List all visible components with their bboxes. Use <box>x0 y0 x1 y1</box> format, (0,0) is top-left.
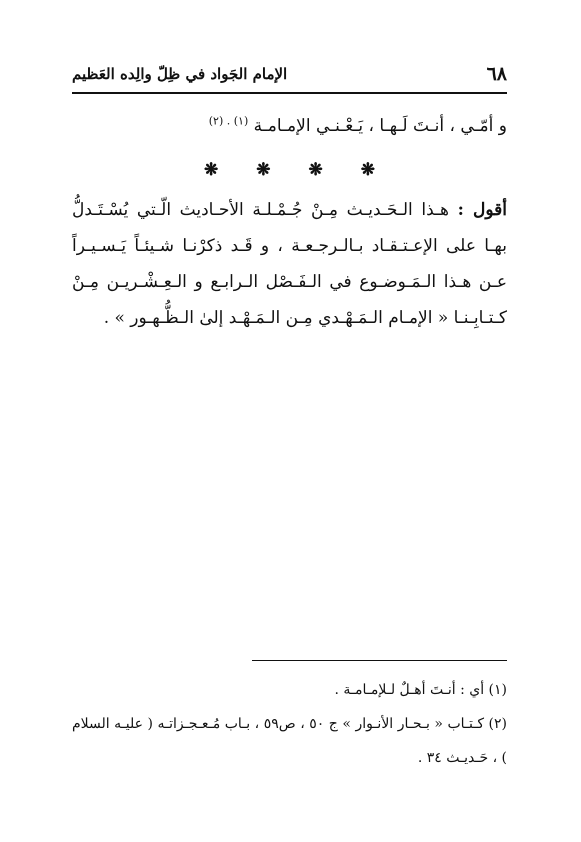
separator-star-icon: ❋ <box>360 160 375 180</box>
header-rule <box>72 92 507 94</box>
footnote-rule <box>252 660 507 661</box>
paragraph-2 <box>72 192 507 336</box>
footnote-2: (٢) كـتـاب « بـحـار الأنـوار » ج ٥٠ ، ص٥٩ ، بـاب مُـعـجـزاتـه ( عليـه السلام ) ، حَـديـث ٣٤ . <box>72 716 507 766</box>
running-title: الإمام الجَواد في ظِلّ والِده العَظيم <box>72 65 288 83</box>
paragraph-1-text: و أمّـي ، أنـتَ لَـهـا ، يَـعْـنـي الإمـامـة <box>253 116 507 136</box>
page-number: ٦٨ <box>486 63 507 85</box>
page-header <box>72 60 507 88</box>
footnote-1: (١) أي : أنـتَ أهـلٌ لـلإمـامـة . <box>334 682 507 698</box>
paragraph-2-lead: أقول : <box>457 200 507 220</box>
paragraph-2-text: هـذا الـحَـديـث مِـنْ جُـمْـلـة الأحـاديث الّـتي يُسْـتَـدلُّ بهـا على الإعـتـقـاد بـالـرجـعـة ، و قَـد ذكرْنـا شـيئـاً يَـسـيـراً عـن هـذا الـمَـوضـوع في الـفَـصْل الـرابـع و الـعِـشْـريـن مِـنْ كـتـابِـنـا « الإمـام الـمَـهْـدي مِـن الـمَـهْـد إلىٰ الـظُّـهـور » . <box>72 200 507 328</box>
main-text <box>72 108 507 336</box>
paragraph-1 <box>72 108 507 144</box>
section-separator <box>72 152 507 188</box>
footnotes <box>72 673 507 775</box>
separator-star-icon: ❋ <box>204 160 219 180</box>
separator-star-icon: ❋ <box>308 160 323 180</box>
separator-star-icon: ❋ <box>256 160 271 180</box>
footnote-refs: (١) . (٢) <box>208 114 249 128</box>
